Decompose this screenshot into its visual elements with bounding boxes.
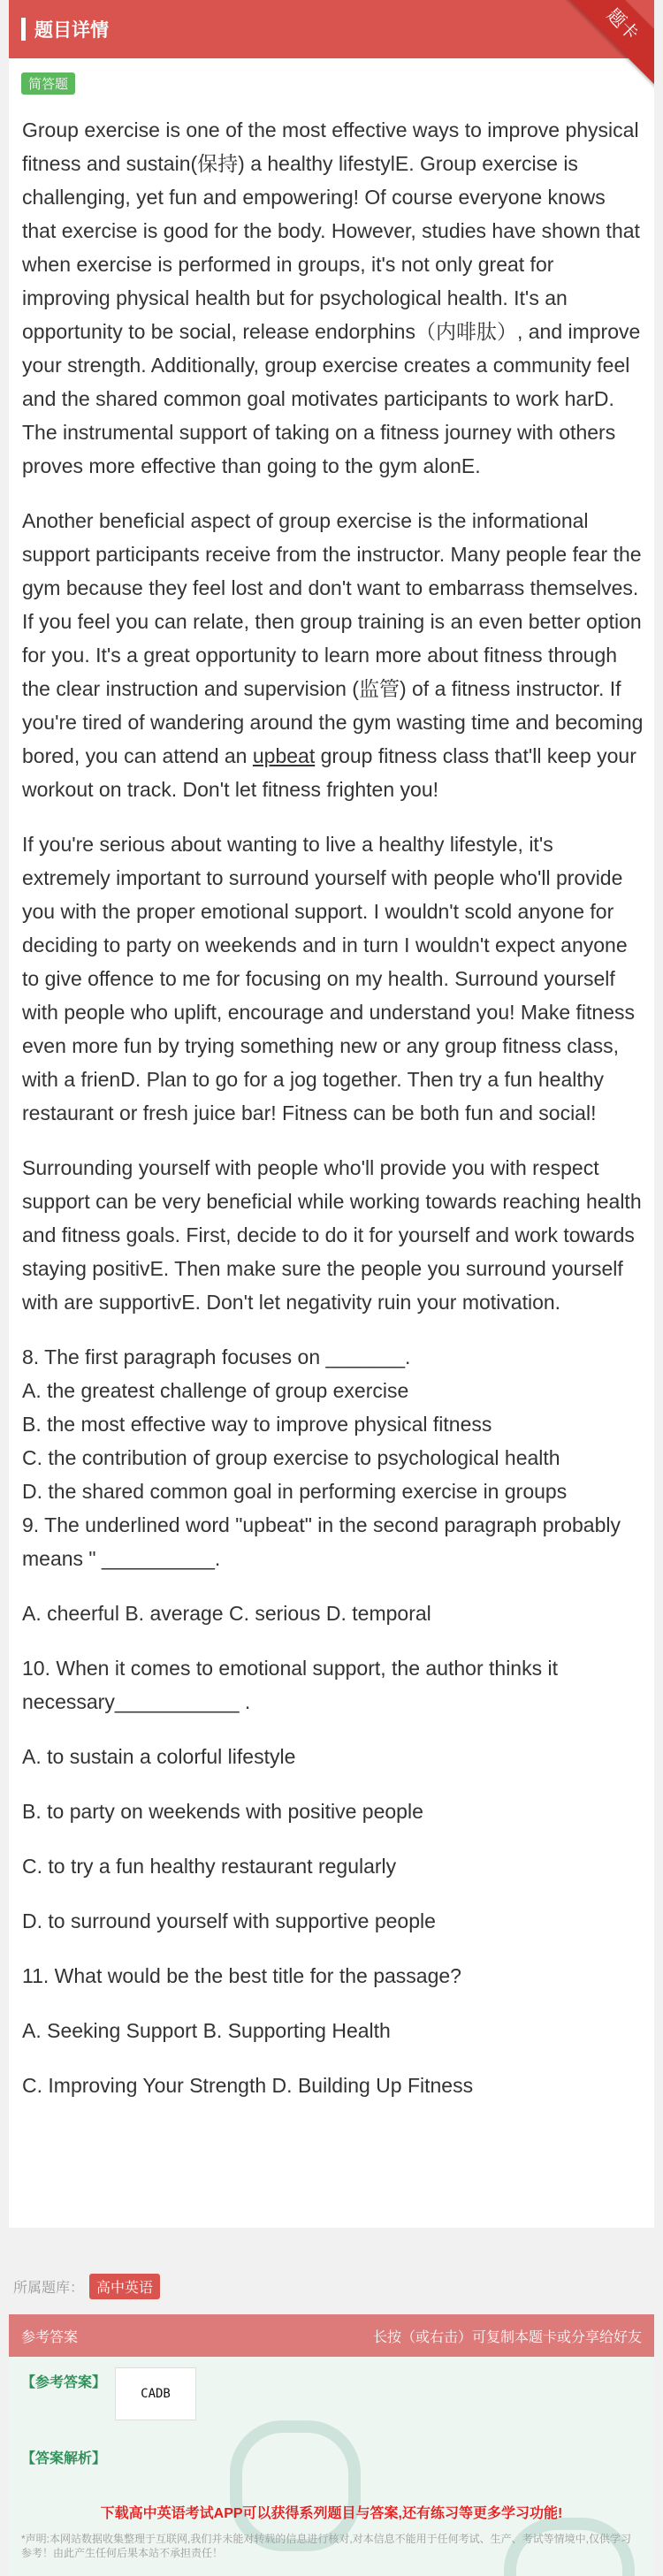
answer-explanation-label: 【答案解析】 xyxy=(21,2451,107,2466)
passage-paragraph-2 xyxy=(22,504,644,806)
answer-header-hint: 长按（或右击）可复制本题卡或分享给好友 xyxy=(372,2329,642,2345)
question-8-option-c: C. the contribution of group exercise to psychological health xyxy=(22,1446,560,1469)
passage-paragraph-3: If you're serious about wanting to live a healthy lifestyle, it's extremely important to surround yourself with people who'll provide you with the proper emotional support. I wouldn't scold anyone for deciding to party on weekends and in turn I wouldn't expect anyone to give offence to me for focusing on my health. Surround yourself with people who uplift, encourage and understand you! Make fitness even more fun by trying something new or any group fitness class, with a frienD. Plan to go for a jog together. Then try a fun healthy restaurant or fresh juice bar! Fitness can be both fun and social! xyxy=(22,833,635,1124)
answer-header xyxy=(9,2314,654,2357)
question-9: 9. The underlined word "upbeat" in the second paragraph probably means " __________. xyxy=(22,1513,621,1570)
question-8-option-b: B. the most effective way to improve physical fitness xyxy=(22,1413,492,1436)
reference-answer-image: CADB xyxy=(115,2367,196,2420)
answer-header-title: 参考答案 xyxy=(21,2329,79,2345)
question-10: 10. When it comes to emotional support, the author thinks it necessary___________ . xyxy=(22,1657,558,1713)
question-11-options-cd: C. Improving Your Strength D. Building Up Fitness xyxy=(22,2074,474,2097)
question-content xyxy=(22,113,644,2123)
question-card xyxy=(9,0,654,2228)
card-header xyxy=(9,0,654,58)
answer-panel xyxy=(9,2314,654,2576)
passage-paragraph-1: Group exercise is one of the most effective ways to improve physical fitness and sustain(保持) a healthy lifestylE. Group exercise is challenging, yet fun and empowering! Of course everyone knows that exercise is good for the body. However, studies have shown that when exercise is performed in groups, it's not only great for improving physical health but for psychological health. It's an opportunity to be social, release endorphins（内啡肽）, and improve your strength. Additionally, group exercise creates a community feel and the shared common goal motivates participants to work harD. The instrumental support of taking on a fitness journey with others proves more effective than going to the gym alonE. xyxy=(22,118,641,477)
passage-paragraph-2-tail: group fitness class that'll keep your workout on track. Don't let fitness frighten you! xyxy=(22,744,636,801)
question-8-option-d: D. the shared common goal in performing exercise in groups xyxy=(22,1480,568,1503)
question-10-option-c: C. to try a fun healthy restaurant regularly xyxy=(22,1855,397,1878)
question-9-options: A. cheerful B. average C. serious D. temporal xyxy=(22,1602,431,1625)
question-type-badge: 简答题 xyxy=(21,72,75,95)
question-11: 11. What would be the best title for the passage? xyxy=(22,1964,461,1987)
page-title: 题目详情 xyxy=(34,20,109,41)
disclaimer-text: *声明:本网站数据收集整理于互联网,我们并未能对转载的信息进行核对,对本信息不能用于任何考试、生产、考试等情境中,仅供学习参考！由此产生任何后果本站不承担责任！ xyxy=(21,2533,632,2559)
question-bank-source xyxy=(13,2274,160,2299)
question-8: 8. The first paragraph focuses on _______. xyxy=(22,1345,411,1368)
question-11-options-ab: A. Seeking Support B. Supporting Health xyxy=(22,2019,391,2042)
reference-answer-label: 【参考答案】 xyxy=(21,2375,107,2390)
header-accent-bar xyxy=(21,18,26,41)
question-10-option-d: D. to surround yourself with supportive people xyxy=(22,1909,436,1932)
source-tag[interactable]: 高中英语 xyxy=(89,2274,160,2299)
question-10-option-b: B. to party on weekends with positive people xyxy=(22,1800,423,1823)
question-8-option-a: A. the greatest challenge of group exercise xyxy=(22,1379,409,1402)
app-download-promo[interactable]: 下载高中英语考试APP可以获得系列题目与答案,还有练习等更多学习功能! xyxy=(100,2506,563,2521)
question-card-ribbon[interactable]: 题卡 xyxy=(559,0,654,88)
question-10-option-a: A. to sustain a colorful lifestyle xyxy=(22,1745,296,1768)
source-label: 所属题库： xyxy=(13,2281,85,2296)
underlined-word: upbeat xyxy=(252,744,316,767)
passage-paragraph-4: Surrounding yourself with people who'll provide you with respect support can be very beneficial while working towards reaching health and fitness goals. First, decide to do it for yourself and work towards staying positivE. Then make sure the people you surround yourself with are supportivE. Don't let negativity ruin your motivation. xyxy=(22,1156,642,1314)
passage-paragraph-2-text: Another beneficial aspect of group exercise is the informational support participants receive from the instructor. Many people fear the gym because they feel lost and don't want to embarrass themselves. If you feel you can relate, then group training is an even better option for you. It's a great opportunity to learn more about fitness through the clear instruction and supervision (监管) of a fitness instructor. If you're tired of wandering around the gym wasting time and becoming bored, you can attend an xyxy=(22,509,644,767)
